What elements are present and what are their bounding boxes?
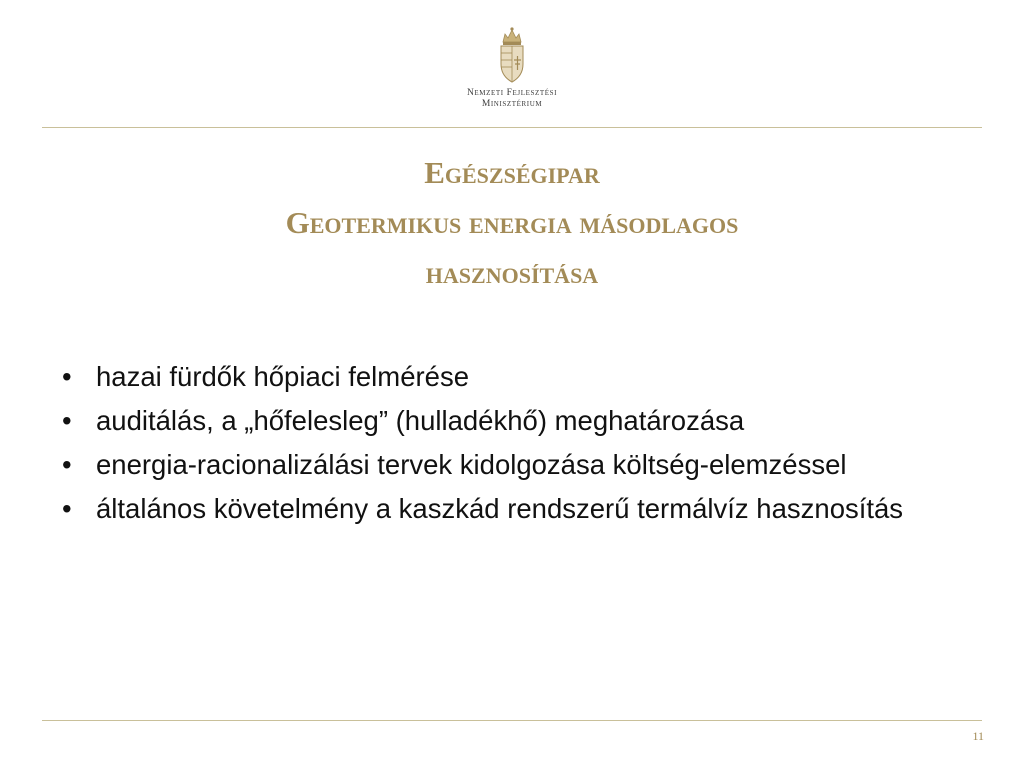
logo-text-line2: Minisztérium bbox=[481, 99, 543, 109]
coat-of-arms-icon bbox=[497, 26, 527, 84]
bullet-icon: • bbox=[62, 361, 72, 392]
page-number: 11 bbox=[972, 729, 984, 743]
bullet-text: általános követelmény a kaszkád rendszerű termálvíz hasznosítás bbox=[96, 493, 904, 524]
bullet-list bbox=[62, 358, 982, 534]
bullet-item bbox=[62, 402, 982, 440]
bullet-item bbox=[62, 358, 982, 396]
slide-title bbox=[60, 148, 964, 298]
bullet-icon: • bbox=[62, 405, 72, 436]
bullet-text: hazai fürdők hőpiaci felmérése bbox=[96, 361, 469, 392]
bullet-item bbox=[62, 446, 982, 484]
ministry-logo bbox=[452, 26, 572, 118]
title-line-1: Egészségipar bbox=[424, 155, 600, 190]
logo-text-line1: Nemzeti Fejlesztési bbox=[466, 88, 558, 98]
bullet-text: energia-racionalizálási tervek kidolgozása költség-elemzéssel bbox=[96, 449, 847, 480]
bullet-icon: • bbox=[62, 449, 72, 480]
top-divider bbox=[42, 127, 982, 128]
title-line-2: Geotermikus energia másodlagos bbox=[285, 205, 739, 240]
title-line-3: hasznosítása bbox=[425, 255, 599, 290]
bullet-item bbox=[62, 490, 982, 528]
bottom-divider bbox=[42, 720, 982, 721]
bullet-text: auditálás, a „hőfelesleg” (hulladékhő) meghatározása bbox=[96, 405, 745, 436]
bullet-icon: • bbox=[62, 493, 72, 524]
